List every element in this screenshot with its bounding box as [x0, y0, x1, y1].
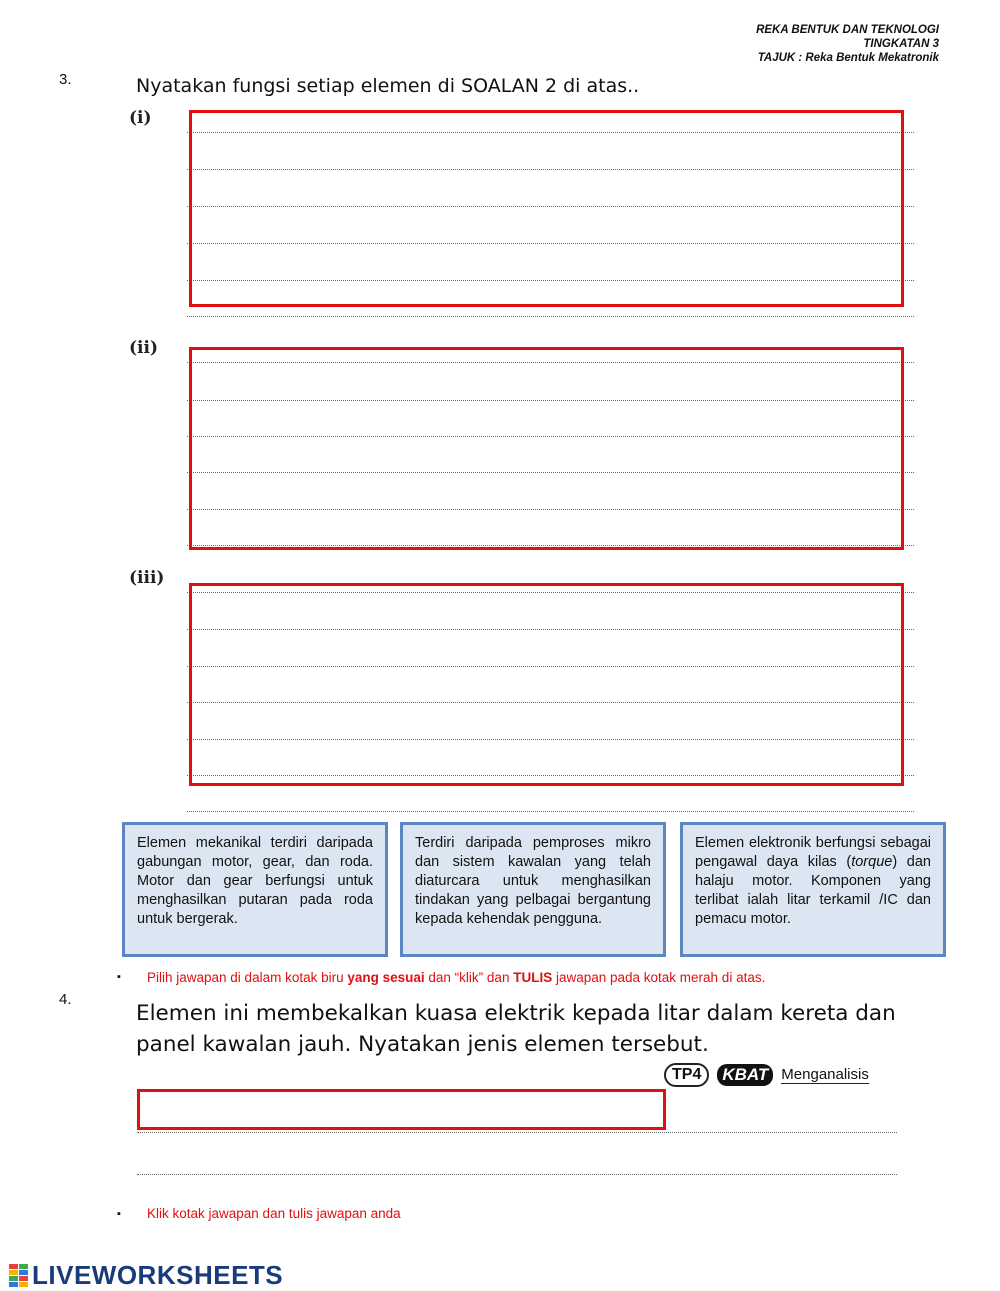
- answer-rule: [187, 316, 914, 317]
- liveworksheets-logo-icon: [9, 1264, 29, 1288]
- skill-level: Menganalisis: [781, 1066, 869, 1083]
- option-text: Elemen mekanikal terdiri daripada gabungan motor, gear, dan roda. Motor dan gear berfungsi untuk menghasilkan putaran pada roda untuk bergerak.: [137, 835, 373, 927]
- question-4-text: [136, 998, 896, 1060]
- answer-box-i[interactable]: [189, 110, 904, 307]
- footer-logo[interactable]: [9, 1260, 283, 1291]
- note-text: Pilih jawapan di dalam kotak biru: [147, 970, 348, 985]
- logo-text: LIVEWORKSHEETS: [32, 1260, 284, 1290]
- header-subject: REKA BENTUK DAN TEKNOLOGI: [756, 24, 939, 36]
- question-3-text: Nyatakan fungsi setiap elemen di SOALAN 2 di atas..: [136, 75, 640, 97]
- option-box-electronic[interactable]: [680, 822, 946, 957]
- note-bold: yang sesuai: [347, 970, 425, 985]
- tp-badge: TP4: [664, 1063, 709, 1087]
- header-topic: TAJUK : Reka Bentuk Mekatronik: [757, 52, 939, 64]
- bullet-icon: ▪: [117, 971, 121, 983]
- answer-box-iii[interactable]: [189, 583, 904, 786]
- option-box-microprocessor[interactable]: [400, 822, 666, 957]
- option-text-italic: torque: [851, 854, 893, 870]
- note-text: dan “klik” dan: [424, 970, 514, 985]
- bullet-icon: ▪: [117, 1208, 121, 1220]
- instruction-note-2: Klik kotak jawapan dan tulis jawapan anda: [147, 1206, 401, 1221]
- instruction-note: [147, 970, 765, 985]
- option-text: Elemen elektronik berfungsi sebagai pengawal daya kilas (: [695, 835, 931, 870]
- answer-rule: [137, 1132, 897, 1133]
- header: [756, 23, 939, 65]
- answer-box-ii[interactable]: [189, 347, 904, 550]
- option-box-mechanical[interactable]: [122, 822, 388, 957]
- question-4-line: Elemen ini membekalkan kuasa elektrik kepada litar dalam kereta dan: [136, 1001, 896, 1026]
- skill-tags: [664, 1063, 869, 1087]
- option-text: ) dan halaju motor. Komponen yang terlibat ialah litar terkamil /IC dan pemacu motor.: [695, 854, 931, 927]
- answer-rule: [137, 1174, 897, 1175]
- question-4-line: panel kawalan jauh. Nyatakan jenis elemen tersebut.: [136, 1032, 709, 1057]
- header-form: TINGKATAN 3: [863, 38, 939, 50]
- question-3-number: 3.: [59, 71, 72, 88]
- part-ii-label: (ii): [129, 338, 159, 358]
- part-i-label: (i): [129, 108, 152, 128]
- part-iii-label: (iii): [129, 568, 165, 588]
- note-bold: TULIS: [513, 970, 553, 985]
- option-text: Terdiri daripada pemproses mikro dan sistem kawalan yang telah diaturcara untuk menghasilkan tindakan yang pelbagai bergantung kepada kehendak pengguna.: [415, 835, 651, 927]
- note-text: jawapan pada kotak merah di atas.: [552, 970, 766, 985]
- answer-rule: [187, 811, 914, 812]
- kbat-badge: KBAT: [717, 1064, 773, 1086]
- question-4-number: 4.: [59, 991, 72, 1008]
- answer-box-q4[interactable]: [137, 1089, 666, 1130]
